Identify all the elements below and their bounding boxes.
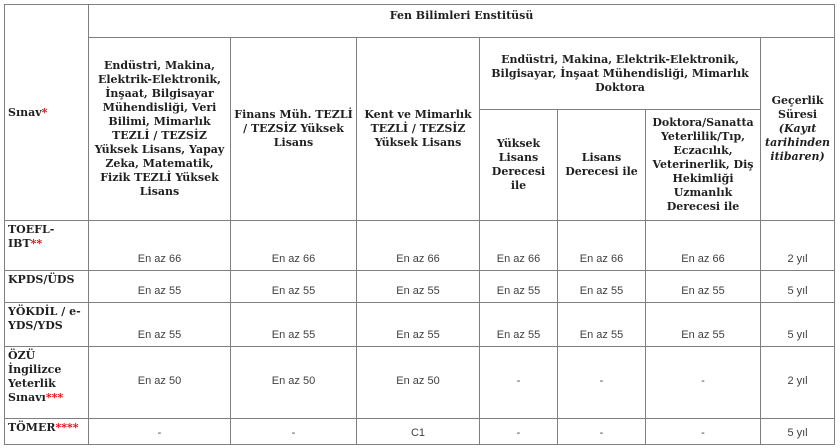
cell: 5 yıl: [761, 303, 835, 347]
table-row: [5, 419, 835, 445]
col-kent: Kent ve Mimarlık TEZLİ / TEZSİZ Yüksek Lisans: [357, 38, 480, 221]
cell: En az 55: [646, 271, 761, 303]
col-doktora-group: Endüstri, Makina, Elektrik-Elektronik, Bilgisayar, İnşaat Mühendisliği, Mimarlık Doktora: [480, 38, 761, 110]
cell: En az 66: [357, 221, 480, 271]
cell: 5 yıl: [761, 419, 835, 445]
cell: 5 yıl: [761, 271, 835, 303]
cell: 2 yıl: [761, 221, 835, 271]
table-row: [5, 347, 835, 419]
cell: -: [646, 347, 761, 419]
cell: En az 55: [231, 303, 357, 347]
requirements-table: [4, 4, 835, 445]
exam-name: YÖKDİL / e-YDS/YDS: [5, 303, 89, 347]
cell: En az 55: [480, 303, 558, 347]
cell: -: [646, 419, 761, 445]
cell: -: [558, 419, 646, 445]
cell: En az 55: [480, 271, 558, 303]
cell: En az 55: [89, 271, 231, 303]
cell: En az 55: [357, 271, 480, 303]
cell: -: [480, 347, 558, 419]
cell: En az 66: [89, 221, 231, 271]
cell: En az 66: [480, 221, 558, 271]
cell: -: [558, 347, 646, 419]
col-finans: Finans Müh. TEZLİ / TEZSİZ Yüksek Lisans: [231, 38, 357, 221]
cell: En az 55: [231, 271, 357, 303]
col-doktora-sanatta: Doktora/Sanatta Yeterlilik/Tıp, Eczacılık, Veterinerlik, Diş Hekimliği Uzmanlık Derecesi ile: [646, 110, 761, 221]
col-yuksek-lisans-ile: Yüksek Lisans Derecesi ile: [480, 110, 558, 221]
table-row: [5, 221, 835, 271]
cell: En az 50: [231, 347, 357, 419]
sinav-header: Sınav*: [5, 5, 89, 221]
cell: En az 66: [231, 221, 357, 271]
col-lisans-ile: Lisans Derecesi ile: [558, 110, 646, 221]
table-row: [5, 271, 835, 303]
exam-name: KPDS/ÜDS: [5, 271, 89, 303]
exam-name: TOEFL-IBT**: [5, 221, 89, 271]
table-row: [5, 303, 835, 347]
cell: En az 50: [357, 347, 480, 419]
cell: En az 55: [357, 303, 480, 347]
exam-name: ÖZÜ İngilizce Yeterlik Sınavı***: [5, 347, 89, 419]
institute-header: Fen Bilimleri Enstitüsü: [89, 5, 835, 38]
cell: -: [480, 419, 558, 445]
cell: 2 yıl: [761, 347, 835, 419]
cell: C1: [357, 419, 480, 445]
cell: En az 55: [89, 303, 231, 347]
cell: En az 66: [558, 221, 646, 271]
col-endustri-yl: Endüstri, Makina, Elektrik-Elektronik, İnşaat, Bilgisayar Mühendisliği, Veri Bilimi, Mimarlık TEZLİ / TEZSİZ Yüksek Lisans, Yapay Zeka, Matematik, Fizik TEZLİ Yüksek Lisans: [89, 38, 231, 221]
cell: En az 50: [89, 347, 231, 419]
cell: En az 55: [646, 303, 761, 347]
gecerlik-note: (Kayıt tarihinden itibaren): [765, 122, 831, 163]
exam-name: TÖMER****: [5, 419, 89, 445]
col-gecerlik: Geçerlik Süresi (Kayıt tarihinden itibaren): [761, 38, 835, 221]
cell: En az 66: [646, 221, 761, 271]
cell: -: [89, 419, 231, 445]
cell: En az 55: [558, 303, 646, 347]
cell: En az 55: [558, 271, 646, 303]
cell: -: [231, 419, 357, 445]
